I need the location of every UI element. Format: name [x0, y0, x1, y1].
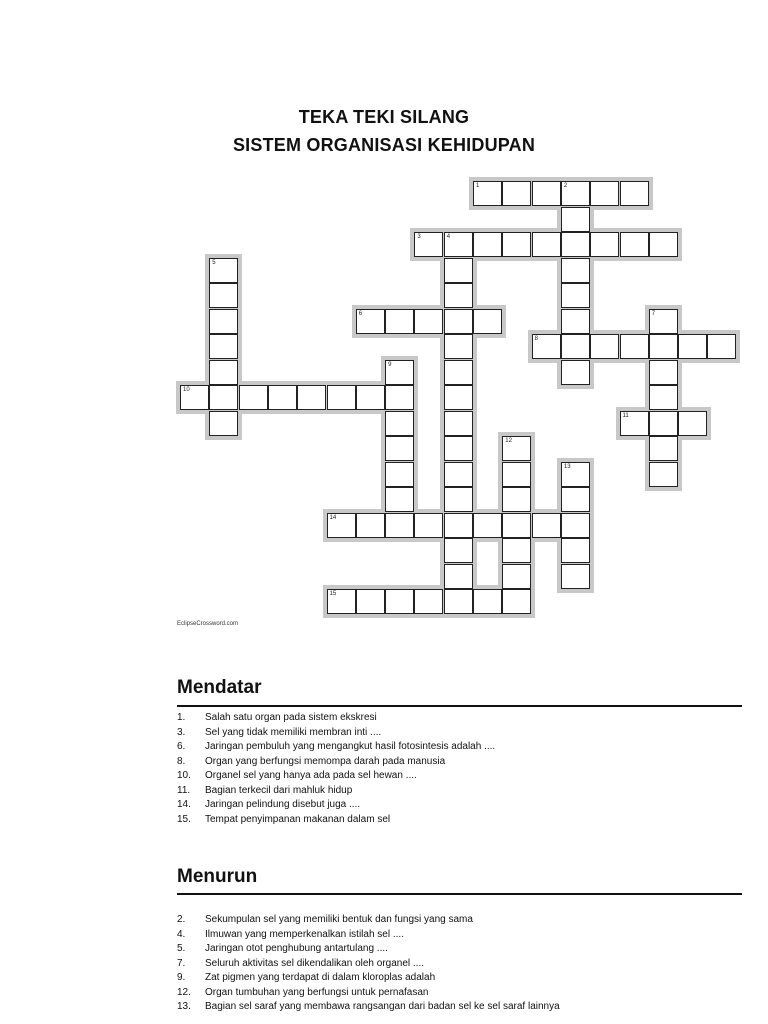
- crossword-cell[interactable]: [209, 283, 238, 308]
- crossword-cell[interactable]: [502, 462, 531, 487]
- cell-number: 12: [505, 438, 512, 444]
- crossword-cell[interactable]: [385, 487, 414, 512]
- crossword-cell[interactable]: [502, 232, 531, 257]
- crossword-cell[interactable]: [532, 513, 561, 538]
- crossword-cell[interactable]: [327, 513, 356, 538]
- menurun-clue: [177, 942, 757, 957]
- crossword-cell[interactable]: [502, 436, 531, 461]
- cell-number: 14: [329, 514, 337, 521]
- crossword-cell[interactable]: [444, 564, 473, 589]
- crossword-cell[interactable]: [561, 207, 590, 232]
- crossword-cell[interactable]: [444, 309, 473, 334]
- crossword-cell[interactable]: [414, 513, 443, 538]
- crossword-cell[interactable]: [209, 411, 238, 436]
- crossword-cell[interactable]: [444, 538, 473, 563]
- clue-text: Seluruh aktivitas sel dikendalikan oleh organel ....: [205, 957, 425, 969]
- cell-number: 5: [212, 259, 216, 266]
- crossword-cell[interactable]: [502, 538, 531, 563]
- crossword-cell[interactable]: [561, 513, 590, 538]
- crossword-cell[interactable]: [649, 436, 678, 461]
- cell-number: 1: [476, 183, 480, 189]
- clue-number: 4.: [177, 928, 186, 940]
- cell-number: 9: [388, 361, 392, 368]
- crossword-cell[interactable]: [385, 589, 414, 614]
- crossword-cell[interactable]: [473, 232, 502, 257]
- crossword-cell[interactable]: [268, 385, 297, 410]
- crossword-cell[interactable]: [444, 513, 473, 538]
- clue-text: Jaringan pembuluh yang mengangkut hasil fotosintesis adalah ....: [205, 741, 496, 752]
- clue-text: Salah satu organ pada sistem ekskresi: [205, 712, 377, 723]
- crossword-cell[interactable]: [297, 385, 326, 410]
- menurun-clue-list: [177, 913, 757, 1015]
- crossword-cell[interactable]: [356, 589, 385, 614]
- clue-number: 7.: [177, 957, 186, 969]
- crossword-cell[interactable]: [209, 309, 238, 334]
- puzzle-subtitle: SISTEM ORGANISASI KEHIDUPAN: [232, 135, 536, 155]
- crossword-cell[interactable]: [561, 462, 590, 487]
- mendatar-clue-list: [177, 711, 757, 827]
- crossword-cell[interactable]: [473, 309, 502, 334]
- clue-text: Jaringan pelindung disebut juga ....: [205, 799, 361, 810]
- crossword-cell[interactable]: [561, 334, 590, 359]
- cell-number: 13: [563, 463, 571, 470]
- crossword-cell[interactable]: [180, 385, 209, 410]
- mendatar-clue: [177, 769, 757, 784]
- crossword-cell[interactable]: [356, 385, 385, 410]
- crossword-cell[interactable]: [649, 411, 678, 436]
- crossword-cell[interactable]: [502, 513, 531, 538]
- crossword-cell[interactable]: [327, 385, 356, 410]
- crossword-cell[interactable]: [444, 436, 473, 461]
- crossword-cell[interactable]: [444, 283, 473, 308]
- crossword-cell[interactable]: [444, 589, 473, 614]
- clue-text: Organ yang berfungsi memompa darah pada manusia: [205, 755, 446, 767]
- cell-number: 4: [446, 234, 451, 240]
- menurun-clue: [177, 986, 757, 1001]
- crossword-cell[interactable]: [414, 589, 443, 614]
- clue-text: Tempat penyimpanan makanan dalam sel: [205, 813, 391, 825]
- crossword-cell[interactable]: [620, 334, 649, 359]
- crossword-cell[interactable]: [385, 462, 414, 487]
- mendatar-clue: [177, 711, 757, 726]
- mendatar-clue: [177, 798, 757, 813]
- crossword-cell[interactable]: [209, 360, 238, 385]
- puzzle-title: TEKA TEKI SILANG: [298, 107, 470, 127]
- crossword-cell[interactable]: [385, 360, 414, 385]
- crossword-cell[interactable]: [473, 513, 502, 538]
- crossword-cell[interactable]: [590, 181, 619, 206]
- clue-number: 10.: [177, 770, 191, 781]
- crossword-cell[interactable]: [532, 334, 561, 359]
- clue-text: Organel sel yang hanya ada pada sel hewan ....: [205, 770, 417, 781]
- menurun-heading: Menurun: [177, 866, 258, 887]
- crossword-cell[interactable]: [444, 360, 473, 385]
- clue-number: 5.: [177, 943, 186, 954]
- crossword-cell[interactable]: [414, 309, 443, 334]
- crossword-cell[interactable]: [444, 462, 473, 487]
- mendatar-clue: [177, 784, 757, 799]
- cell-number: 3: [417, 234, 421, 240]
- crossword-cell[interactable]: [444, 411, 473, 436]
- mendatar-clue: [177, 726, 757, 741]
- clue-number: 11.: [177, 784, 191, 796]
- crossword-cell[interactable]: [385, 513, 414, 538]
- crossword-cell[interactable]: [561, 538, 590, 563]
- crossword-cell[interactable]: [473, 181, 502, 206]
- crossword-cell[interactable]: [620, 232, 649, 257]
- clue-number: 8.: [177, 755, 186, 767]
- crossword-cell[interactable]: [473, 589, 502, 614]
- crossword-cell[interactable]: [385, 411, 414, 436]
- menurun-rule: [177, 893, 742, 895]
- clue-text: Sel yang tidak memiliki membran inti ....: [205, 726, 382, 738]
- crossword-cell[interactable]: [590, 334, 619, 359]
- crossword-cell[interactable]: [590, 232, 619, 257]
- crossword-cell[interactable]: [561, 232, 590, 257]
- cell-number: 6: [358, 310, 363, 317]
- crossword-cell[interactable]: [678, 334, 707, 359]
- crossword-cell[interactable]: [620, 181, 649, 206]
- clue-number: 14.: [177, 799, 191, 810]
- mendatar-clue: [177, 755, 757, 770]
- crossword-cell[interactable]: [561, 283, 590, 308]
- crossword-cell[interactable]: [502, 589, 531, 614]
- menurun-clue: [177, 971, 757, 986]
- menurun-clue: [177, 913, 757, 928]
- cell-number: 11: [622, 412, 629, 419]
- clue-number: 3.: [177, 726, 186, 738]
- crossword-cell[interactable]: [649, 334, 678, 359]
- crossword-cell[interactable]: [356, 309, 385, 334]
- crossword-cell[interactable]: [444, 487, 473, 512]
- crossword-cell[interactable]: [444, 258, 473, 283]
- crossword-cell[interactable]: [209, 334, 238, 359]
- clue-text: Ilmuwan yang memperkenalkan istilah sel ....: [205, 928, 404, 940]
- crossword-cell[interactable]: [327, 589, 356, 614]
- crossword-cell[interactable]: [502, 181, 531, 206]
- clue-text: Zat pigmen yang terdapat di dalam kloroplas adalah: [205, 972, 436, 983]
- crossword-cell[interactable]: [532, 181, 561, 206]
- menurun-clue: [177, 957, 757, 972]
- crossword-cell[interactable]: [649, 232, 678, 257]
- crossword-cell[interactable]: [356, 513, 385, 538]
- crossword-cell[interactable]: [649, 462, 678, 487]
- mendatar-rule: [177, 705, 742, 707]
- crossword-cell[interactable]: [209, 385, 238, 410]
- clue-number: 1.: [177, 712, 186, 723]
- clue-number: 6.: [177, 741, 186, 752]
- crossword-cell[interactable]: [444, 385, 473, 410]
- crossword-cell[interactable]: [561, 564, 590, 589]
- mendatar-clue: [177, 813, 757, 828]
- menurun-clue: [177, 928, 757, 943]
- crossword-cell[interactable]: [561, 360, 590, 385]
- crossword-cell[interactable]: [209, 258, 238, 283]
- crossword-cell[interactable]: [561, 309, 590, 334]
- crossword-cell[interactable]: [561, 181, 590, 206]
- clue-text: Sekumpulan sel yang memiliki bentuk dan fungsi yang sama: [205, 914, 473, 925]
- crossword-cell[interactable]: [649, 360, 678, 385]
- crossword-cell[interactable]: [385, 385, 414, 410]
- crossword-cell[interactable]: [649, 309, 678, 334]
- clue-text: Bagian terkecil dari mahluk hidup: [205, 784, 353, 796]
- menurun-clue: [177, 1000, 757, 1015]
- cell-number: 2: [563, 183, 568, 189]
- clue-number: 2.: [177, 914, 186, 925]
- cell-number: 15: [329, 591, 337, 597]
- credit-text: EclipseCrossword.com: [177, 621, 239, 627]
- crossword-cell[interactable]: [707, 334, 736, 359]
- cell-number: 7: [651, 310, 656, 317]
- mendatar-heading: Mendatar: [177, 677, 262, 698]
- crossword-cell[interactable]: [444, 232, 473, 257]
- clue-number: 12.: [177, 986, 191, 998]
- clue-text: Organ tumbuhan yang berfungsi untuk pernafasan: [205, 986, 429, 998]
- crossword-cell[interactable]: [561, 487, 590, 512]
- crossword-cell[interactable]: [239, 385, 268, 410]
- crossword-cell[interactable]: [502, 564, 531, 589]
- crossword-cell[interactable]: [444, 334, 473, 359]
- clue-text: Jaringan otot penghubung antartulang ....: [205, 943, 388, 954]
- clue-text: Bagian sel saraf yang membawa rangsangan dari badan sel ke sel saraf lainnya: [205, 1001, 560, 1012]
- crossword-cell[interactable]: [502, 487, 531, 512]
- crossword-cell[interactable]: [620, 411, 649, 436]
- clue-number: 15.: [177, 813, 191, 825]
- crossword-cell[interactable]: [532, 232, 561, 257]
- crossword-cell[interactable]: [561, 258, 590, 283]
- crossword-cell[interactable]: [385, 436, 414, 461]
- cell-number: 8: [534, 336, 538, 342]
- clue-number: 9.: [177, 972, 186, 983]
- cell-number: 10: [183, 387, 190, 393]
- crossword-cell[interactable]: [385, 309, 414, 334]
- mendatar-clue: [177, 740, 757, 755]
- crossword-cell[interactable]: [678, 411, 707, 436]
- clue-number: 13.: [177, 1001, 191, 1012]
- crossword-cell[interactable]: [649, 385, 678, 410]
- crossword-cell[interactable]: [414, 232, 443, 257]
